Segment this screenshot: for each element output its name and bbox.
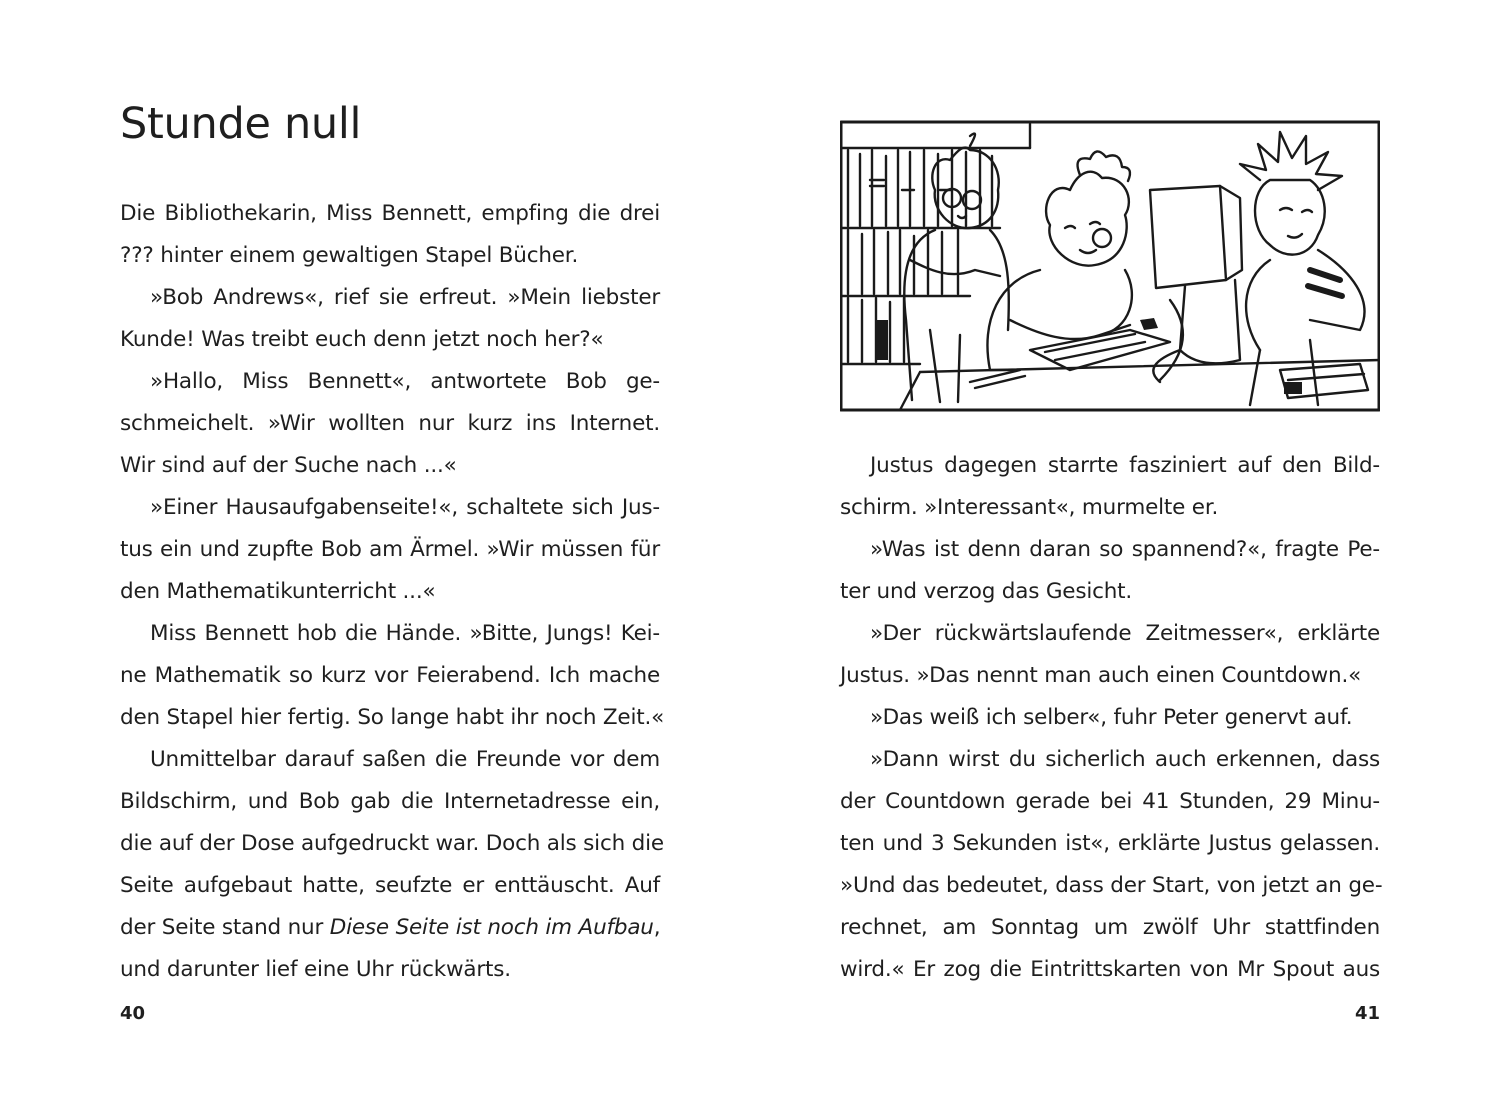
- text-line: Kunde! Was treibt euch denn jetzt noch her?«: [120, 327, 604, 352]
- text-line: »Was ist denn daran so spannend?«, fragte Pe-: [870, 537, 1380, 562]
- text-line: »Der rückwärtslaufende Zeitmesser«, erklärte: [870, 621, 1380, 646]
- text-line: »Bob Andrews«, rief sie erfreut. »Mein liebster: [150, 285, 660, 310]
- text-line: ten und 3 Sekunden ist«, erklärte Justus gelassen.: [840, 831, 1380, 856]
- italic-phrase: Diese Seite ist noch im Aufbau: [329, 915, 654, 940]
- page-number-left: 40: [120, 1003, 146, 1024]
- text-line: Unmittelbar darauf saßen die Freunde vor dem: [150, 747, 660, 772]
- text-line: den Mathematikunterricht ...«: [120, 579, 436, 604]
- text-line: »Dann wirst du sicherlich auch erkennen, dass: [870, 747, 1380, 772]
- text-line: Seite aufgebaut hatte, seufzte er enttäuscht. Auf: [120, 873, 660, 898]
- text-line: »Und das bedeutet, dass der Start, von jetzt an ge-: [840, 873, 1383, 898]
- text-line: rechnet, am Sonntag um zwölf Uhr stattfinden: [840, 915, 1380, 940]
- text-line: tus ein und zupfte Bob am Ärmel. »Wir müssen für: [120, 537, 660, 562]
- text-line: »Das weiß ich selber«, fuhr Peter genervt auf.: [870, 705, 1353, 730]
- text-segment: der Seite stand nur: [120, 915, 324, 940]
- text-line: »Einer Hausaufgabenseite!«, schaltete sich Jus-: [150, 495, 660, 520]
- text-line-with-italic: [120, 907, 660, 949]
- right-page: [840, 0, 1383, 1110]
- text-line: Justus dagegen starrte fasziniert auf den Bild-: [870, 453, 1380, 478]
- library-computer-scene: [840, 120, 1380, 412]
- text-line: den Stapel hier fertig. So lange habt ihr noch Zeit.«: [120, 705, 665, 730]
- text-line: und darunter lief eine Uhr rückwärts.: [120, 957, 511, 982]
- text-line: die auf der Dose aufgedruckt war. Doch als sich die: [120, 831, 664, 856]
- text-line: Miss Bennett hob die Hände. »Bitte, Jungs! Kei-: [150, 621, 660, 646]
- text-line: Bildschirm, und Bob gab die Internetadresse ein,: [120, 789, 660, 814]
- chapter-title: Stunde null: [120, 99, 362, 149]
- text-line: wird.« Er zog die Eintrittskarten von Mr Spout aus: [840, 957, 1380, 982]
- text-line: ne Mathematik so kurz vor Feierabend. Ich mache: [120, 663, 660, 688]
- right-body-text: [840, 445, 1383, 991]
- text-line: schirm. »Interessant«, murmelte er.: [840, 495, 1219, 520]
- text-line: ??? hinter einem gewaltigen Stapel Bücher.: [120, 243, 579, 268]
- left-page: [120, 0, 665, 1110]
- text-line: Die Bibliothekarin, Miss Bennett, empfing die drei: [120, 201, 660, 226]
- text-segment: ,: [653, 915, 661, 940]
- text-line: der Countdown gerade bei 41 Stunden, 29 Minu-: [840, 789, 1380, 814]
- comic-illustration: [840, 120, 1380, 412]
- left-body-text: [120, 193, 665, 991]
- text-line: Wir sind auf der Suche nach ...«: [120, 453, 457, 478]
- page-number-right: 41: [1354, 1003, 1380, 1024]
- text-line: ter und verzog das Gesicht.: [840, 579, 1133, 604]
- text-line: schmeichelt. »Wir wollten nur kurz ins Internet.: [120, 411, 660, 436]
- text-line: Justus. »Das nennt man auch einen Countdown.«: [840, 663, 1362, 688]
- text-line: »Hallo, Miss Bennett«, antwortete Bob ge-: [150, 369, 660, 394]
